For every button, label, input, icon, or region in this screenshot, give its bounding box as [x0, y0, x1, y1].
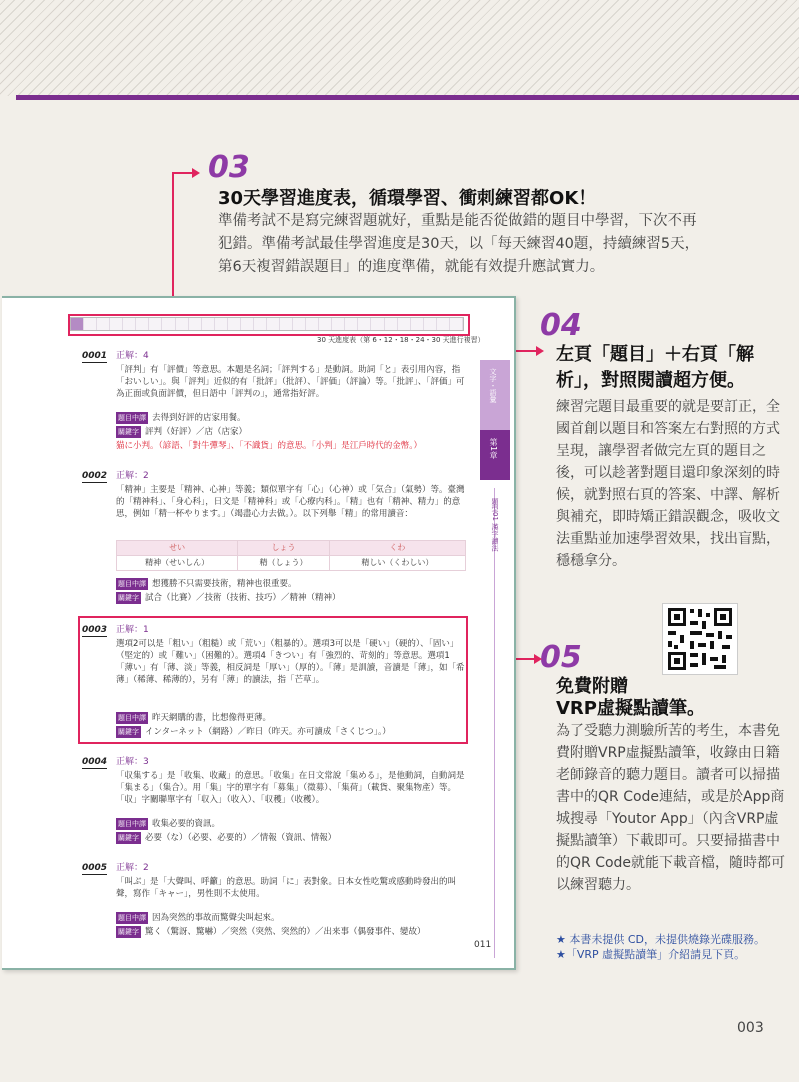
- section-title-03: 30天學習進度表，循環學習、衝刺練習都OK！: [218, 188, 597, 209]
- explanation: 選項2可以是「粗い」（粗糙）或「荒い」（粗暴的）。選項3可以是「硬い」（硬的）、「固い」（堅定的）或「難い」（困難的）。選項4「きつい」有「強烈的、苛刻的」等意思。選項1「薄い」有「薄、淡」等義，相反詞是「厚い」（厚的）。「薄」是訓讀，音讀是「薄」，如「希薄」（稀薄、稀薄的），另有「薄」的讀法，指「芒草」。: [116, 639, 465, 685]
- answer-label: 正解：3: [116, 757, 149, 767]
- header-rule: [16, 95, 799, 100]
- question-id: 0003: [82, 625, 108, 635]
- keyword-line: [116, 832, 466, 844]
- side-topic-label: 題型01 漢字讀法: [491, 498, 499, 552]
- translation-line: [116, 818, 466, 830]
- explanation: 「叫ぶ」是「大聲叫、呼籲」的意思。助詞「に」表對象。日本女性吃驚或感動時發出的叫聲，寫作「キャー」，男性則不太使用。: [116, 877, 457, 899]
- explanation: 「精神」主要是「精神、心神」等義；類似單字有「心」（心神）或「気合」（氣勢）等。臺灣的「精神科」、「身心科」，日文是「精神科」或「心療内科」。「精」也有「精神、精力」的意思，例如「精一杯やります。」（竭盡心力去做。）。以下列舉「精」的常用讀音：: [116, 485, 465, 519]
- section-body-03: 準備考試不是寫完練習題就好，重點是能否從做錯的題目中學習，下次不再犯錯。準備考試最佳學習進度是30天，以「每天練習40題，持續練習5天，第6天複習錯誤題目」的進度準備，就能有效提升應試實力。: [218, 213, 700, 275]
- table-cell: 精しい（くわしい）: [329, 556, 465, 571]
- book-page-number: 011: [474, 940, 492, 950]
- tag-keyword: 關鍵字: [118, 594, 139, 602]
- side-chapter-label: 第1章: [489, 438, 498, 460]
- note-cd: ★ 本書未提供 CD，未提供燒錄光碟服務。: [556, 933, 766, 946]
- connector-line-03: [172, 172, 174, 310]
- translation-text: 想獲勝不只需要技術，精神也很重要。: [152, 579, 297, 589]
- answer-label: 正解：2: [116, 471, 149, 481]
- tag-keyword: 關鍵字: [118, 428, 139, 436]
- arrow-head-04: [536, 346, 544, 356]
- highlight-progress: [68, 314, 470, 336]
- section-body-05: 為了受聽力測驗所苦的考生，本書免費附贈VRP虛擬點讀筆，收錄由日籍老師錄音的聽力題目。讀者可以掃描書中的QR Code連結，或是於App商城搜尋「Youtor App」（內含VRP虛擬點讀筆）下載即可。只要掃描書中的QR Code就能下載音檔，隨時都可以練習聽力。: [556, 723, 786, 893]
- tag-translation: 題目中譯: [118, 414, 146, 422]
- table-cell: 精（しょう）: [238, 556, 329, 571]
- translation-text: 收集必要的資訊。: [152, 819, 221, 829]
- header-hatch: [0, 0, 799, 96]
- keyword-line: [116, 426, 466, 438]
- keyword-text: インターネット（網路）／昨日（昨天。亦可讀成「さくじつ」。）: [145, 727, 391, 737]
- explanation: 「収集する」是「收集、收藏」的意思。「收集」在日文常說「集める」，是他動詞，自動詞是「集まる」（集合）。用「集」字的單字有「募集」（徵募）、「集荷」（載貨、聚集物產）等。「収」字關聯單字有「収入」（收入）、「収穫」（收穫）。: [116, 771, 465, 805]
- explanation: 「評判」有「評價」等意思。本題是名詞；「評判する」是動詞。助詞「と」表引用內容，指「おいしい」。與「評判」近似的有「批評」（批評）、「評価」（評論）等。「批評」、「評価」可為正面或負面評價，但日語中「評判の」，通常指好評。: [116, 365, 465, 399]
- table-header: くわ: [329, 541, 465, 556]
- extra-note: 猫に小判。（諺語、「對牛彈琴」、「不識貨」的意思。「小判」是江戶時代的金幣。）: [116, 441, 423, 451]
- tag-translation: 題目中譯: [118, 714, 146, 722]
- question-id: 0001: [82, 351, 108, 361]
- keyword-line: [116, 926, 466, 938]
- translation-text: 昨天網購的書，比想像得更薄。: [152, 713, 272, 723]
- keyword-text: 必要（な）（必要、必要的）／情報（資訊、情報）: [145, 833, 337, 843]
- answer-label: 正解：4: [116, 351, 149, 361]
- side-small-label: 文字・語彙: [489, 368, 497, 403]
- arrow-head-05: [534, 654, 542, 664]
- keyword-line: [116, 592, 466, 604]
- tag-translation: 題目中譯: [118, 580, 146, 588]
- tag-keyword: 關鍵字: [118, 928, 139, 936]
- translation-line: [116, 578, 466, 590]
- progress-caption: 30 天進度表（第 6・12・18・24・30 天進行複習）: [317, 336, 485, 344]
- section-number-03: 03: [208, 150, 250, 185]
- keyword-text: 評判（好評）／店（店家）: [145, 427, 248, 437]
- answer-label: 正解：1: [116, 625, 149, 635]
- tag-translation: 題目中譯: [118, 914, 146, 922]
- arrow-head-03: [192, 168, 200, 178]
- translation-line: [116, 712, 466, 724]
- translation-line: [116, 412, 466, 424]
- translation-text: 因為突然的事故而驚聲尖叫起來。: [152, 913, 280, 923]
- table-cell: 精神（せいしん）: [117, 556, 238, 571]
- reading-table: [116, 540, 466, 571]
- keyword-line: [116, 726, 466, 738]
- section-body-04: 練習完題目最重要的就是要訂正，全國首創以題目和答案左右對照的方式呈現，讓學習者做完左頁的題目之後，可以趁著對題目還印象深刻的時候，就對照右頁的答案、中譯、解析與補充，即時矯正錯誤觀念，吸收文法重點並加速學習效果，找出盲點，穩穩拿分。: [556, 399, 780, 569]
- note-vrp: ★「VRP 虛擬點讀筆」介紹請見下頁。: [556, 948, 746, 961]
- section-number-05: 05: [540, 640, 582, 675]
- question-id: 0002: [82, 471, 108, 481]
- translation-line: [116, 912, 466, 924]
- question-id: 0005: [82, 863, 108, 873]
- qr-code[interactable]: [662, 603, 738, 675]
- answer-label: 正解：2: [116, 863, 149, 873]
- sample-book-page: [2, 296, 516, 970]
- tag-keyword: 關鍵字: [118, 834, 139, 842]
- connector-line-03b: [172, 172, 194, 174]
- translation-text: 去得到好評的店家用餐。: [152, 413, 246, 423]
- section-title-04: 左頁「題目」＋右頁「解析」，對照閱讀超方便。: [556, 344, 754, 391]
- question-id: 0004: [82, 757, 108, 767]
- table-header: しょう: [238, 541, 329, 556]
- table-header: せい: [117, 541, 238, 556]
- keyword-text: 驚く（驚訝、驚嚇）／突然（突然、突然的）／出来事（偶發事件、變故）: [145, 927, 426, 937]
- section-title-05b: VRP虛擬點讀筆。: [556, 698, 705, 719]
- section-number-04: 04: [540, 308, 582, 343]
- tag-translation: 題目中譯: [118, 820, 146, 828]
- side-rule: [494, 488, 495, 958]
- section-title-05a: 免費附贈: [556, 676, 628, 697]
- page-number: 003: [737, 1020, 764, 1036]
- keyword-text: 試合（比賽）／技術（技術、技巧）／精神（精神）: [145, 593, 341, 603]
- tag-keyword: 關鍵字: [118, 728, 139, 736]
